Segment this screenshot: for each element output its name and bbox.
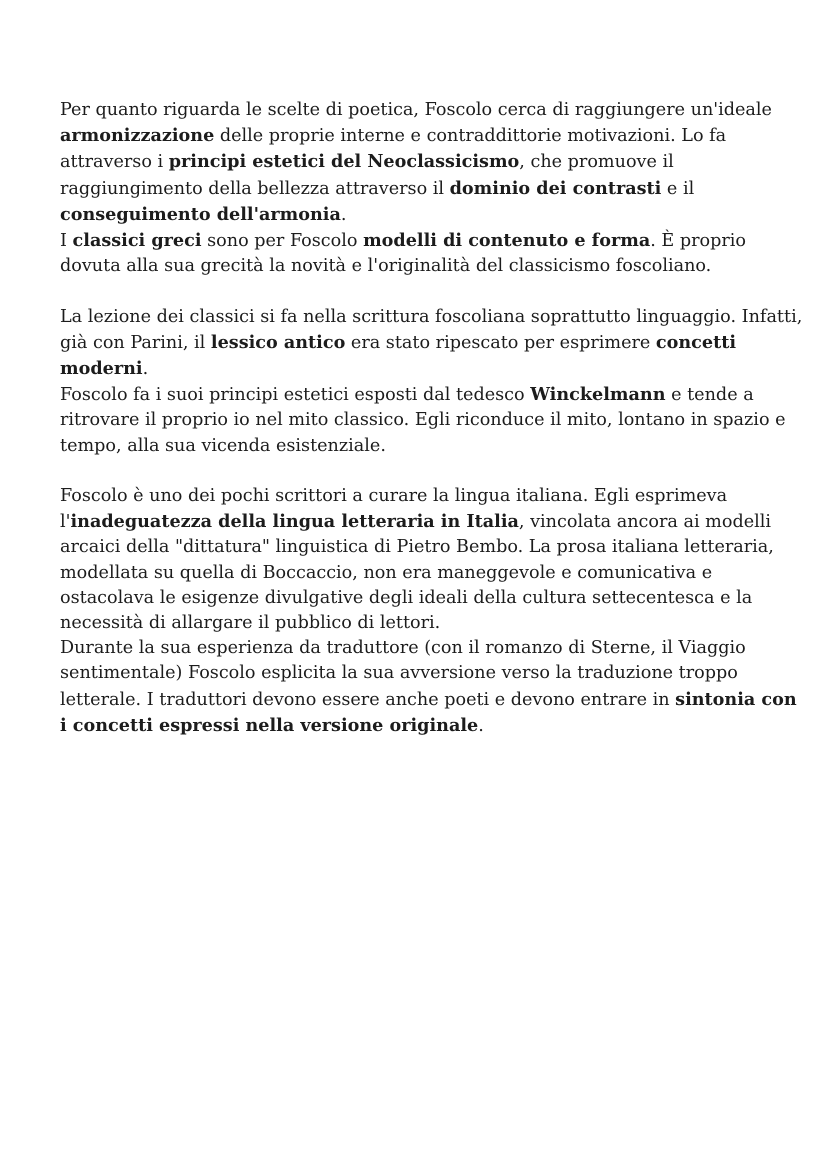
text-run: Foscolo è uno dei pochi scrittori a curare la lingua italiana. Egli esprimeva xyxy=(60,486,728,507)
text-run: . xyxy=(478,715,484,736)
text-run: e il xyxy=(661,178,695,199)
text-line xyxy=(60,356,770,382)
bold-text-run: conseguimento dell'armonia xyxy=(60,203,341,225)
text-line xyxy=(60,484,770,509)
bold-text-run: Winckelmann xyxy=(530,384,666,406)
text-run: Durante la sua esperienza da traduttore (con il romanzo di Sterne, il Viaggio xyxy=(60,638,746,659)
text-run: . xyxy=(142,359,149,380)
text-line xyxy=(60,149,770,175)
paragraph xyxy=(60,98,770,279)
text-run: delle proprie interne e contraddittorie motivazioni. Lo fa xyxy=(214,126,727,147)
text-line xyxy=(60,176,770,202)
text-run: , vincolata ancora ai modelli xyxy=(518,512,772,533)
bold-text-run: lessico antico xyxy=(210,331,346,353)
bold-text-run: classici greci xyxy=(72,230,202,252)
text-line xyxy=(60,228,770,254)
bold-text-run: dominio dei contrasti xyxy=(449,177,662,199)
text-run: era stato ripescato per esprimere xyxy=(345,332,656,353)
bold-text-run: armonizzazione xyxy=(60,125,215,147)
bold-text-run: concetti xyxy=(655,331,737,353)
text-line xyxy=(60,636,770,661)
text-run: tempo, alla sua vicenda esistenziale. xyxy=(60,435,386,456)
text-line xyxy=(60,98,770,123)
bold-text-run: modelli di contenuto e forma xyxy=(363,230,651,252)
text-run: ostacolava le esigenze divulgative degli ideali della cultura settecentesca e la xyxy=(60,587,753,608)
document-page xyxy=(60,98,803,739)
text-run: ritrovare il proprio io nel mito classico. Egli riconduce il mito, lontano in spazio e xyxy=(60,410,786,431)
bold-text-run: inadeguatezza della lingua letteraria in Italia xyxy=(70,511,519,533)
text-line xyxy=(60,408,786,433)
text-run: . È proprio xyxy=(650,231,747,252)
text-run: sono per Foscolo xyxy=(201,231,364,252)
paragraph xyxy=(60,484,797,739)
text-run: sentimentale) Foscolo esplicita la sua avversione verso la traduzione troppo xyxy=(60,663,738,684)
text-line xyxy=(60,509,770,535)
text-line xyxy=(60,687,797,713)
text-line xyxy=(60,535,774,560)
text-line xyxy=(60,611,770,636)
text-line xyxy=(60,254,770,279)
text-line xyxy=(60,123,770,149)
bold-text-run: principi estetici del Neoclassicismo xyxy=(168,151,520,173)
text-run: , che promuove il xyxy=(519,152,674,173)
text-run: dovuta alla sua grecità la novità e l'originalità del classicismo foscoliano. xyxy=(60,256,712,277)
text-line xyxy=(60,382,770,408)
paragraph xyxy=(60,305,803,459)
text-line xyxy=(60,202,770,228)
text-line xyxy=(60,330,770,356)
text-line xyxy=(60,305,803,330)
text-run: I xyxy=(60,231,73,252)
document-body xyxy=(60,98,803,739)
text-line xyxy=(60,661,770,686)
bold-text-run: sintonia con xyxy=(675,688,797,710)
text-run: già con Parini, il xyxy=(60,332,211,353)
text-run: Per quanto riguarda le scelte di poetica, Foscolo cerca di raggiungere un'ideale xyxy=(60,100,772,120)
text-line xyxy=(60,586,770,611)
text-run: . xyxy=(340,204,347,225)
text-line xyxy=(60,561,770,586)
bold-text-run: moderni xyxy=(60,358,143,380)
text-run: attraverso i xyxy=(60,152,169,173)
text-run: Foscolo fa i suoi principi estetici esposti dal tedesco xyxy=(60,385,531,406)
text-run: letterale. I traduttori devono essere anche poeti e devono entrare in xyxy=(60,689,676,710)
text-run: necessità di allargare il pubblico di lettori. xyxy=(60,613,441,634)
text-line xyxy=(60,713,770,739)
text-run: raggiungimento della bellezza attraverso il xyxy=(60,178,450,199)
text-run: modellata su quella di Boccaccio, non era maneggevole e comunicativa e xyxy=(60,562,713,583)
text-run: La lezione dei classici si fa nella scrittura foscoliana soprattutto linguaggio. Infatti, xyxy=(60,306,803,327)
text-run: e tende a xyxy=(665,385,754,406)
text-run: arcaici della "dittatura" linguistica di Pietro Bembo. La prosa italiana letteraria, xyxy=(60,537,774,558)
text-run: l' xyxy=(60,512,71,533)
bold-text-run: i concetti espressi nella versione originale xyxy=(60,714,479,736)
text-line xyxy=(60,434,770,459)
